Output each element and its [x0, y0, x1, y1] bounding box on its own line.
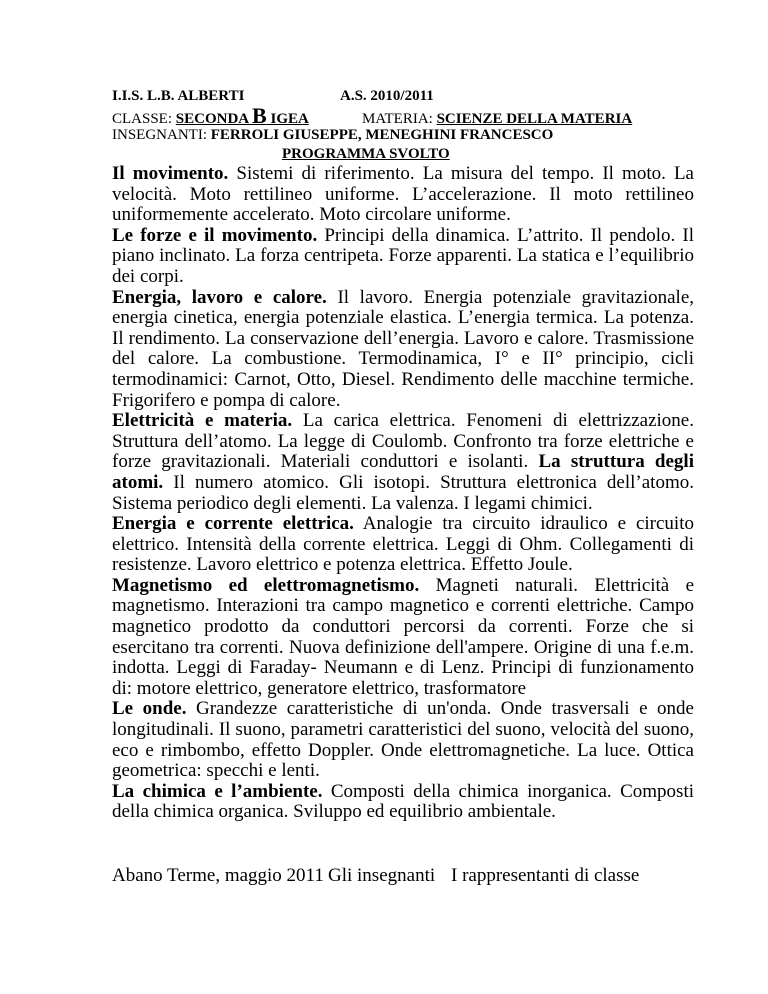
school-year: A.S. 2010/2011: [340, 88, 434, 104]
section-text: Il lavoro. Energia potenziale gravitazionale, energia cinetica, energia potenziale elastica. L’energia termica. La potenza. Il rendimento. La conservazione dell’energia. Lavoro e calore. Trasmissione del calore. La combustione. Termodinamica, I° e II° principio, cicli termodinamici: Carnot, Otto, Diesel. Rendimento delle macchine termiche. Frigorifero e pompa di calore.: [112, 286, 695, 411]
header-line-school: [112, 88, 434, 105]
section-text: Il numero atomico. Gli isotopi. Struttura elettronica dell’atomo. Sistema periodico degli elementi. La valenza. I legami chimici.: [112, 471, 694, 514]
section-title: Energia, lavoro e calore.: [112, 286, 327, 308]
section-forze: [112, 226, 694, 288]
program-title: [282, 146, 450, 163]
section-text: Principi della dinamica. L’attrito. Il pendolo. Il piano inclinato. La forza centripeta. Forze apparenti. La statica e l’equilibrio dei corpi.: [112, 224, 695, 287]
signature-line: [112, 865, 694, 886]
teachers-signature-label: Gli insegnanti: [328, 865, 436, 886]
section-magnetismo: [112, 576, 694, 700]
header-line-class: [112, 103, 688, 128]
teachers-label: INSEGNANTI:: [112, 127, 211, 143]
class-value-c: IGEA: [266, 111, 309, 127]
section-elettricita: [112, 411, 694, 514]
class-value-a: SECONDA: [175, 111, 253, 127]
program-body: [112, 164, 694, 823]
class-value: [175, 103, 309, 128]
section-title: Magnetismo ed elettromagnetismo.: [112, 574, 420, 596]
section-chimica: [112, 782, 694, 823]
section-text: La carica elettrica. Fenomeni di elettrizzazione. Struttura dell’atomo. La legge di Coulomb. Confronto tra forze elettriche e forze gravitazionali. Materiali conduttori e isolanti.: [112, 410, 694, 473]
subject: [362, 111, 632, 128]
school-name: I.I.S. L.B. ALBERTI: [112, 88, 245, 104]
section-subtitle: La struttura degli atomi.: [112, 451, 694, 493]
section-energia: [112, 288, 694, 412]
subject-value: SCIENZE DELLA MATERIA: [436, 111, 633, 127]
section-text: Grandezze caratteristiche di un'onda. Onde trasversali e onde longitudinali. Il suono, parametri caratteristici del suono, velocità del suono, eco e rimbombo, effetto Doppler. Onde elettromagnetiche. La luce. Ottica geometrica: specchi e lenti.: [112, 698, 694, 782]
section-text: Composti della chimica inorganica. Composti della chimica organica. Sviluppo ed equilibrio ambientale.: [112, 780, 694, 823]
header-line-teachers: [112, 127, 553, 144]
section-title: Elettricità e materia.: [112, 410, 293, 432]
section-corrente: [112, 514, 694, 576]
section-text: Sistemi di riferimento. La misura del tempo. Il moto. La velocità. Moto rettilineo uniforme. L’accelerazione. Il moto rettilineo uniformemente accelerato. Moto circolare uniforme.: [112, 163, 694, 226]
section-title: Il movimento.: [112, 163, 229, 184]
section-onde: [112, 699, 694, 781]
teachers-value: FERROLI GIUSEPPE, MENEGHINI FRANCESCO: [210, 127, 554, 143]
section-movimento: [112, 164, 694, 226]
section-title: Energia e corrente elettrica.: [112, 513, 354, 535]
place-date: Abano Terme, maggio 2011: [112, 865, 324, 886]
section-title: Le onde.: [112, 698, 187, 720]
section-title: La chimica e l’ambiente.: [112, 780, 323, 802]
section-text: Analogie tra circuito idraulico e circuito elettrico. Intensità della corrente elettrica. Leggi di Ohm. Collegamenti di resistenze. Lavoro elettrico e potenza elettrica. Effetto Joule.: [112, 513, 694, 576]
section-title: Le forze e il movimento.: [112, 224, 318, 246]
representatives-signature-label: I rappresentanti di classe: [451, 865, 640, 886]
section-text: Magneti naturali. Elettricità e magnetismo. Interazioni tra campo magnetico e correnti elettriche. Campo magnetico prodotto da conduttori percorsi da correnti. Forze che si esercitano tra correnti. Nuova definizione dell'ampere. Origine di una f.e.m. indotta. Leggi di Faraday- Neumann e di Lenz. Principi di funzionamento di: motore elettrico, generatore elettrico, trasformatore: [112, 574, 695, 699]
program-title-text: PROGRAMMA SVOLTO: [282, 146, 450, 162]
class-label: CLASSE:: [112, 111, 176, 127]
subject-label: MATERIA:: [362, 111, 437, 127]
class-value-b: B: [252, 103, 267, 128]
